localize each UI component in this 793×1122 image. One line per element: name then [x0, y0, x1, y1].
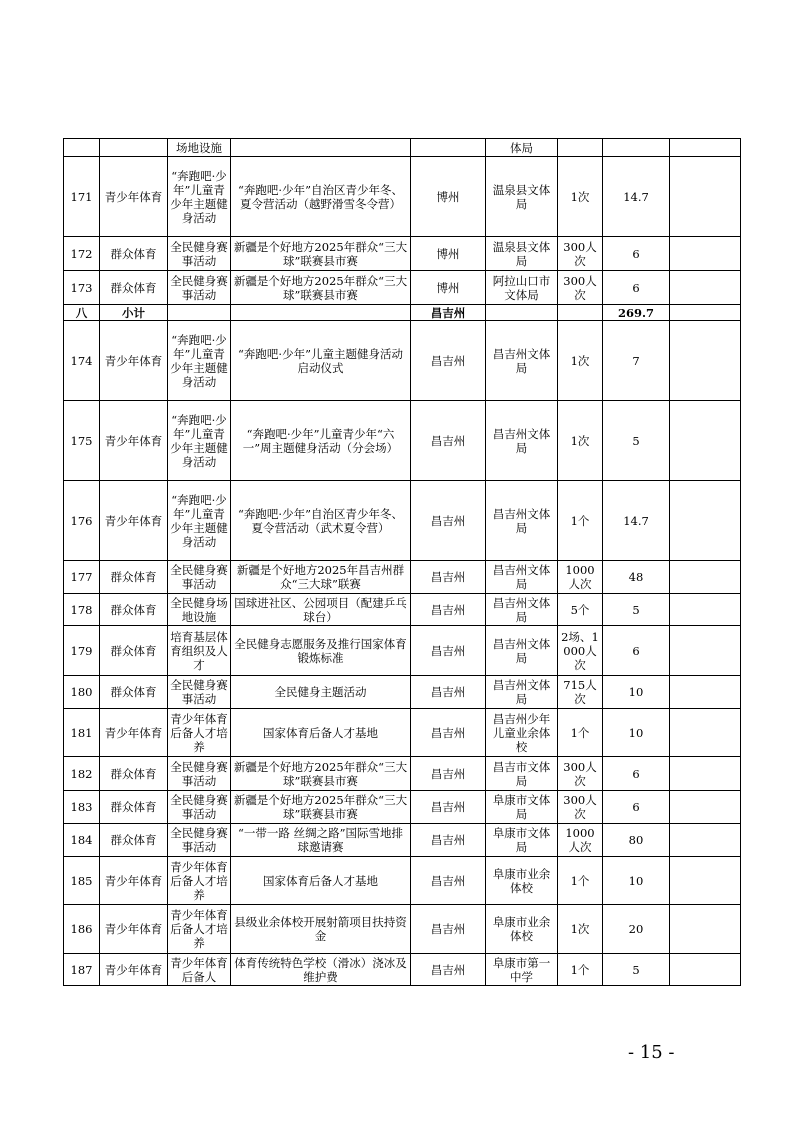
cell-category: 青少年体育 — [100, 481, 168, 561]
cell-project-name: 国家体育后备人才基地 — [231, 709, 411, 757]
cell-project-name: 新疆是个好地方2025年群众“三大球”联赛县市赛 — [231, 757, 411, 791]
cell-quantity: 1000人次 — [558, 824, 603, 857]
cell-remarks — [670, 401, 741, 481]
cell-amount: 7 — [603, 321, 670, 401]
cell-amount: 10 — [603, 857, 670, 905]
cell-category: 群众体育 — [100, 561, 168, 594]
cell-remarks — [670, 954, 741, 986]
cell-implementing-unit: 温泉县文体局 — [486, 237, 558, 271]
cell-region: 昌吉州 — [411, 954, 486, 986]
cell-subcategory — [168, 305, 231, 321]
table-row — [64, 157, 741, 237]
cell-remarks — [670, 157, 741, 237]
cell-implementing-unit: 昌吉市文体局 — [486, 757, 558, 791]
cell-category: 群众体育 — [100, 271, 168, 305]
cell-project-name: 国球进社区、公园项目（配建乒乓球台） — [231, 594, 411, 626]
cell-project-name: 县级业余体校开展射箭项目扶持资金 — [231, 905, 411, 954]
cell-region: 昌吉州 — [411, 905, 486, 954]
cell-row-index: 186 — [64, 905, 100, 954]
cell-row-index: 179 — [64, 626, 100, 676]
cell-region: 昌吉州 — [411, 824, 486, 857]
cell-remarks — [670, 305, 741, 321]
cell-quantity — [558, 139, 603, 157]
table-body — [64, 139, 741, 986]
table-row — [64, 594, 741, 626]
table-row — [64, 791, 741, 824]
cell-row-index: 181 — [64, 709, 100, 757]
table-row — [64, 626, 741, 676]
cell-project-name — [231, 305, 411, 321]
cell-row-index: 172 — [64, 237, 100, 271]
cell-project-name: 全民健身主题活动 — [231, 676, 411, 709]
cell-quantity: 715人次 — [558, 676, 603, 709]
cell-remarks — [670, 481, 741, 561]
cell-category: 群众体育 — [100, 757, 168, 791]
cell-region: 昌吉州 — [411, 791, 486, 824]
cell-region: 昌吉州 — [411, 676, 486, 709]
cell-project-name: “奔跑吧·少年”自治区青少年冬、夏令营活动（武术夏令营） — [231, 481, 411, 561]
cell-region: 博州 — [411, 237, 486, 271]
cell-remarks — [670, 709, 741, 757]
cell-amount: 6 — [603, 271, 670, 305]
cell-category: 群众体育 — [100, 791, 168, 824]
cell-subcategory: 全民健身场地设施 — [168, 594, 231, 626]
cell-category: 青少年体育 — [100, 709, 168, 757]
cell-remarks — [670, 905, 741, 954]
cell-subcategory: 全民健身赛事活动 — [168, 271, 231, 305]
cell-amount: 80 — [603, 824, 670, 857]
cell-region — [411, 139, 486, 157]
cell-row-index: 183 — [64, 791, 100, 824]
cell-category — [100, 139, 168, 157]
table-row — [64, 757, 741, 791]
cell-quantity: 1次 — [558, 321, 603, 401]
cell-project-name: “奔跑吧·少年”儿童青少年“六一”周主题健身活动（分会场） — [231, 401, 411, 481]
cell-region: 昌吉州 — [411, 305, 486, 321]
cell-implementing-unit: 昌吉州文体局 — [486, 594, 558, 626]
cell-subcategory: 全民健身赛事活动 — [168, 561, 231, 594]
cell-amount: 6 — [603, 626, 670, 676]
cell-amount: 10 — [603, 709, 670, 757]
cell-region: 昌吉州 — [411, 561, 486, 594]
cell-amount: 20 — [603, 905, 670, 954]
cell-row-index: 178 — [64, 594, 100, 626]
table-row — [64, 237, 741, 271]
table-row — [64, 271, 741, 305]
table-row — [64, 905, 741, 954]
cell-remarks — [670, 321, 741, 401]
cell-quantity: 1次 — [558, 905, 603, 954]
cell-amount: 14.7 — [603, 157, 670, 237]
cell-row-index: 175 — [64, 401, 100, 481]
cell-project-name: 新疆是个好地方2025年昌吉州群众“三大球”联赛 — [231, 561, 411, 594]
cell-region: 昌吉州 — [411, 401, 486, 481]
cell-quantity: 5个 — [558, 594, 603, 626]
cell-category: 青少年体育 — [100, 157, 168, 237]
cell-subcategory: “奔跑吧·少年”儿童青少年主题健身活动 — [168, 157, 231, 237]
cell-region: 昌吉州 — [411, 626, 486, 676]
cell-region: 昌吉州 — [411, 757, 486, 791]
cell-implementing-unit: 昌吉州文体局 — [486, 626, 558, 676]
cell-remarks — [670, 271, 741, 305]
budget-table — [63, 138, 741, 986]
cell-row-index: 八 — [64, 305, 100, 321]
table-row — [64, 401, 741, 481]
cell-implementing-unit: 昌吉州文体局 — [486, 481, 558, 561]
cell-amount: 6 — [603, 237, 670, 271]
cell-quantity: 1000人次 — [558, 561, 603, 594]
cell-row-index: 187 — [64, 954, 100, 986]
cell-remarks — [670, 139, 741, 157]
cell-project-name: 新疆是个好地方2025年群众“三大球”联赛县市赛 — [231, 271, 411, 305]
cell-region: 昌吉州 — [411, 481, 486, 561]
cell-implementing-unit: 阜康市业余体校 — [486, 857, 558, 905]
cell-implementing-unit: 昌吉州少年儿童业余体校 — [486, 709, 558, 757]
cell-implementing-unit: 阿拉山口市文体局 — [486, 271, 558, 305]
cell-remarks — [670, 594, 741, 626]
cell-project-name: “奔跑吧·少年”儿童主题健身活动启动仪式 — [231, 321, 411, 401]
cell-subcategory: 青少年体育后备人才培养 — [168, 709, 231, 757]
cell-remarks — [670, 626, 741, 676]
cell-subcategory: 全民健身赛事活动 — [168, 237, 231, 271]
page-number: - 15 - — [628, 1042, 675, 1063]
cell-row-index: 182 — [64, 757, 100, 791]
cell-subcategory: 全民健身赛事活动 — [168, 824, 231, 857]
cell-amount: 5 — [603, 401, 670, 481]
cell-amount: 5 — [603, 594, 670, 626]
table-row — [64, 709, 741, 757]
cell-remarks — [670, 237, 741, 271]
cell-remarks — [670, 757, 741, 791]
cell-subcategory: 全民健身赛事活动 — [168, 791, 231, 824]
cell-implementing-unit: 昌吉州文体局 — [486, 561, 558, 594]
cell-implementing-unit — [486, 305, 558, 321]
cell-row-index: 173 — [64, 271, 100, 305]
cell-quantity: 300人次 — [558, 271, 603, 305]
cell-implementing-unit: 昌吉州文体局 — [486, 321, 558, 401]
cell-subcategory: “奔跑吧·少年”儿童青少年主题健身活动 — [168, 401, 231, 481]
cell-quantity: 1次 — [558, 157, 603, 237]
table-row — [64, 561, 741, 594]
cell-quantity: 1个 — [558, 954, 603, 986]
cell-category: 青少年体育 — [100, 321, 168, 401]
table-row — [64, 857, 741, 905]
cell-row-index: 171 — [64, 157, 100, 237]
cell-region: 博州 — [411, 271, 486, 305]
cell-project-name: 新疆是个好地方2025年群众“三大球”联赛县市赛 — [231, 791, 411, 824]
cell-quantity: 1个 — [558, 481, 603, 561]
cell-category: 青少年体育 — [100, 905, 168, 954]
cell-implementing-unit: 阜康市第一中学 — [486, 954, 558, 986]
table-row — [64, 824, 741, 857]
cell-subcategory: 青少年体育后备人 — [168, 954, 231, 986]
cell-remarks — [670, 676, 741, 709]
cell-row-index: 176 — [64, 481, 100, 561]
cell-subcategory: 青少年体育后备人才培养 — [168, 905, 231, 954]
cell-project-name: “一带一路 丝绸之路”国际雪地排球邀请赛 — [231, 824, 411, 857]
cell-row-index: 177 — [64, 561, 100, 594]
cell-row-index: 185 — [64, 857, 100, 905]
cell-subcategory: “奔跑吧·少年”儿童青少年主题健身活动 — [168, 481, 231, 561]
cell-region: 昌吉州 — [411, 709, 486, 757]
table-row — [64, 321, 741, 401]
cell-project-name — [231, 139, 411, 157]
cell-implementing-unit: 温泉县文体局 — [486, 157, 558, 237]
cell-row-index: 180 — [64, 676, 100, 709]
cell-amount: 6 — [603, 757, 670, 791]
cell-region: 昌吉州 — [411, 857, 486, 905]
cell-implementing-unit: 阜康市文体局 — [486, 791, 558, 824]
cell-remarks — [670, 857, 741, 905]
cell-category: 小计 — [100, 305, 168, 321]
cell-category: 青少年体育 — [100, 857, 168, 905]
cell-subcategory: 全民健身赛事活动 — [168, 757, 231, 791]
cell-quantity: 1个 — [558, 857, 603, 905]
cell-project-name: 新疆是个好地方2025年群众“三大球”联赛县市赛 — [231, 237, 411, 271]
cell-implementing-unit: 阜康市文体局 — [486, 824, 558, 857]
table-row — [64, 481, 741, 561]
cell-remarks — [670, 561, 741, 594]
cell-category: 群众体育 — [100, 824, 168, 857]
cell-amount: 6 — [603, 791, 670, 824]
cell-category: 群众体育 — [100, 626, 168, 676]
cell-project-name: 国家体育后备人才基地 — [231, 857, 411, 905]
cell-subcategory: “奔跑吧·少年”儿童青少年主题健身活动 — [168, 321, 231, 401]
cell-quantity: 300人次 — [558, 757, 603, 791]
cell-amount: 48 — [603, 561, 670, 594]
cell-quantity: 300人次 — [558, 791, 603, 824]
cell-region: 昌吉州 — [411, 321, 486, 401]
table-row — [64, 139, 741, 157]
cell-subcategory: 场地设施 — [168, 139, 231, 157]
cell-quantity: 2场、1000人次 — [558, 626, 603, 676]
cell-region: 昌吉州 — [411, 594, 486, 626]
cell-subcategory: 青少年体育后备人才培养 — [168, 857, 231, 905]
cell-remarks — [670, 824, 741, 857]
cell-quantity: 300人次 — [558, 237, 603, 271]
cell-row-index: 174 — [64, 321, 100, 401]
cell-category: 青少年体育 — [100, 401, 168, 481]
cell-quantity: 1次 — [558, 401, 603, 481]
cell-category: 群众体育 — [100, 676, 168, 709]
cell-implementing-unit: 体局 — [486, 139, 558, 157]
cell-amount: 5 — [603, 954, 670, 986]
cell-project-name: 体育传统特色学校（滑冰）浇冰及维护费 — [231, 954, 411, 986]
cell-amount — [603, 139, 670, 157]
cell-subcategory: 全民健身赛事活动 — [168, 676, 231, 709]
cell-amount: 10 — [603, 676, 670, 709]
cell-implementing-unit: 阜康市业余体校 — [486, 905, 558, 954]
cell-amount: 269.7 — [603, 305, 670, 321]
cell-remarks — [670, 791, 741, 824]
cell-row-index — [64, 139, 100, 157]
cell-region: 博州 — [411, 157, 486, 237]
cell-implementing-unit: 昌吉州文体局 — [486, 676, 558, 709]
cell-subcategory: 培育基层体育组织及人才 — [168, 626, 231, 676]
table-row — [64, 954, 741, 986]
cell-row-index: 184 — [64, 824, 100, 857]
cell-category: 群众体育 — [100, 594, 168, 626]
cell-quantity: 1个 — [558, 709, 603, 757]
table-row — [64, 676, 741, 709]
cell-project-name: 全民健身志愿服务及推行国家体育锻炼标准 — [231, 626, 411, 676]
cell-category: 群众体育 — [100, 237, 168, 271]
cell-implementing-unit: 昌吉州文体局 — [486, 401, 558, 481]
cell-quantity — [558, 305, 603, 321]
table-row — [64, 305, 741, 321]
cell-amount: 14.7 — [603, 481, 670, 561]
cell-project-name: “奔跑吧·少年”自治区青少年冬、夏令营活动（越野滑雪冬令营） — [231, 157, 411, 237]
cell-category: 青少年体育 — [100, 954, 168, 986]
